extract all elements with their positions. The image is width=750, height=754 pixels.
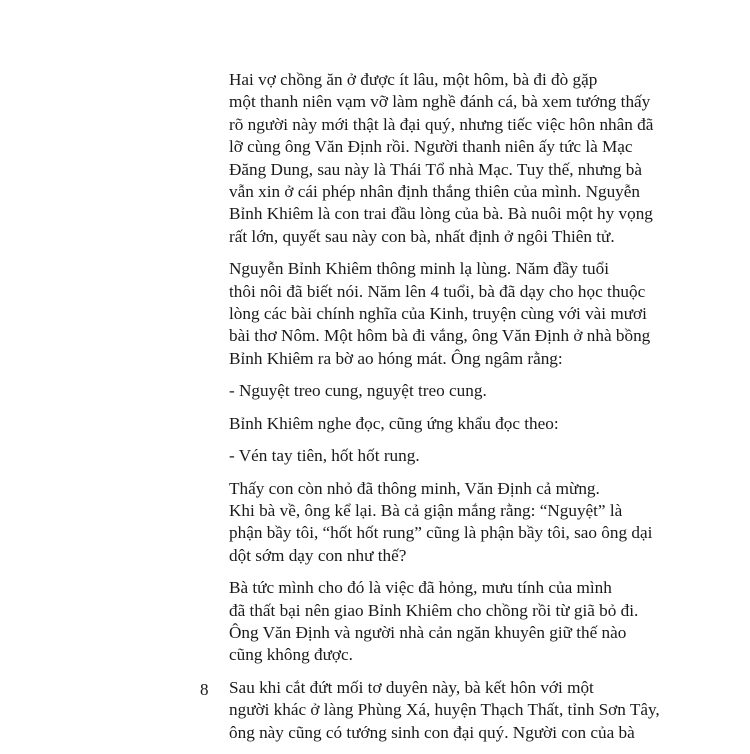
- body-text: [193, 69, 675, 754]
- text-line: vẫn xin ở cái phép nhân định thắng thiên của mình. Nguyễn: [229, 182, 640, 202]
- paragraph: [193, 69, 675, 248]
- text-line: Khi bà về, ông kể lại. Bà cả giận mắng rằng: “Nguyệt” là: [229, 500, 623, 520]
- text-line: đã thất bại nên giao Bỉnh Khiêm cho chồng rồi từ giã bỏ đi.: [229, 600, 639, 620]
- text-line: Bà tức mình cho đó là việc đã hỏng, mưu tính của mình: [229, 578, 612, 598]
- text-line: lòng các bài chính nghĩa của Kinh, truyện cùng với vài mươi: [229, 304, 647, 324]
- paragraph: [193, 380, 675, 402]
- text-line: một thanh niên vạm vỡ làm nghề đánh cá, bà xem tướng thấy: [229, 92, 651, 112]
- text-line: thôi nôi đã biết nói. Năm lên 4 tuổi, bà đã dạy cho học thuộc: [229, 281, 646, 301]
- text-line: Thấy con còn nhỏ đã thông minh, Văn Định cả mừng.: [229, 478, 600, 498]
- paragraph: [193, 258, 675, 370]
- text-line: - Nguyệt treo cung, nguyệt treo cung.: [229, 381, 487, 401]
- text-line: Đăng Dung, sau này là Thái Tổ nhà Mạc. Tuy thế, nhưng bà: [229, 159, 643, 179]
- text-line: Bỉnh Khiêm là con trai đầu lòng của bà. Bà nuôi một hy vọng: [229, 204, 653, 224]
- text-line: ông này cũng có tướng sinh con đại quý. Người con của bà: [229, 722, 635, 742]
- paragraph: [193, 577, 675, 667]
- text-line: cũng không được.: [229, 645, 353, 665]
- text-line: bài thơ Nôm. Một hôm bà đi vắng, ông Văn Định ở nhà bồng: [229, 326, 651, 346]
- text-line: Sau khi cắt đứt mối tơ duyên này, bà kết hôn với một: [229, 677, 594, 697]
- paragraph: [193, 478, 675, 568]
- text-line: lỡ cùng ông Văn Định rồi. Người thanh niên ấy tức là Mạc: [229, 137, 633, 157]
- text-line: dột sớm dạy con như thế?: [229, 545, 407, 565]
- text-line: rất lớn, quyết sau này con bà, nhất định ở ngôi Thiên tử.: [229, 226, 615, 246]
- text-line: Nguyễn Bỉnh Khiêm thông minh lạ lùng. Năm đầy tuổi: [229, 259, 609, 279]
- text-line: - Vén tay tiên, hốt hốt rung.: [229, 446, 420, 466]
- page-number: 8: [200, 680, 209, 699]
- text-line: Hai vợ chồng ăn ở được ít lâu, một hôm, bà đi đò gặp: [229, 70, 598, 89]
- text-line: rõ người này mới thật là đại quý, nhưng tiếc việc hôn nhân đã: [229, 114, 654, 134]
- paragraph: [193, 677, 675, 744]
- text-line: Bỉnh Khiêm ra bờ ao hóng mát. Ông ngâm rằng:: [229, 348, 563, 368]
- text-line: người khác ở làng Phùng Xá, huyện Thạch Thất, tỉnh Sơn Tây,: [229, 700, 660, 720]
- paragraph: [193, 445, 675, 467]
- paragraph: [193, 413, 675, 435]
- text-line: Bỉnh Khiêm nghe đọc, cũng ứng khẩu đọc theo:: [229, 413, 559, 433]
- text-line: Ông Văn Định và người nhà cản ngăn khuyên giữ thế nào: [229, 622, 627, 642]
- text-line: phận bầy tôi, “hốt hốt rung” cũng là phận bầy tôi, sao ông dại: [229, 523, 653, 543]
